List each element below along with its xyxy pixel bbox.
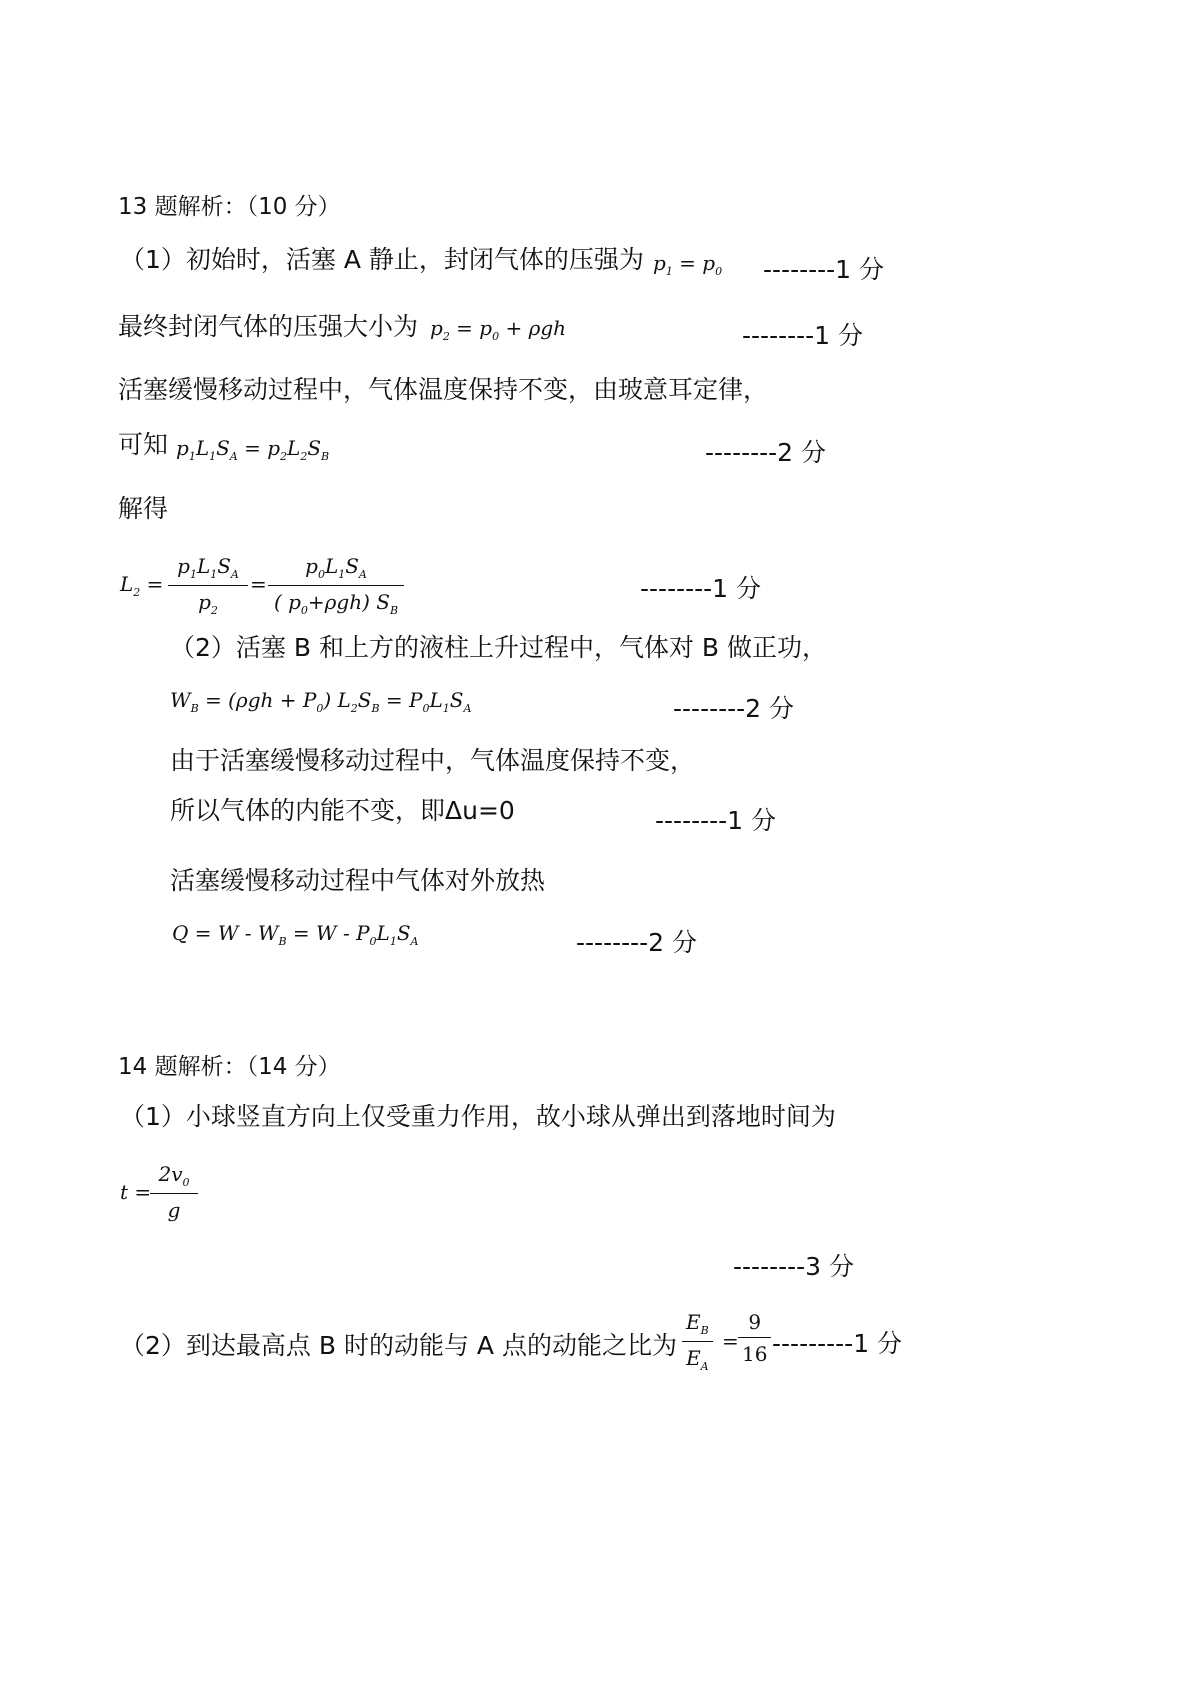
q14-step2-fraction: $\frac{2v_0}{g}$ <box>150 1164 198 1220</box>
q13-step9-text: 由于活塞缓慢移动过程中，气体温度保持不变， <box>170 746 696 775</box>
q14-step3-fraction-1: $\frac{E_B}{E_A}$ <box>682 1312 713 1372</box>
q14-step3-equals: = <box>722 1329 739 1353</box>
q13-step8-formula: $W_B = (\rho gh + P_0) L_2S_B = P_0L_1S_A$ <box>170 688 472 715</box>
q13-step11-text: 活塞缓慢移动过程中气体对外放热 <box>170 866 546 895</box>
q13-step6-fraction-2: $p_0L_1S_A$ ( $p_0+\rho gh$) $S_B$ <box>268 556 404 616</box>
q13-step12-formula: $Q = W - W_B = W - P_0L_1S_A$ <box>172 921 419 948</box>
q14-step3-text: （2）到达最高点 B 时的动能与 A 点的动能之比为 <box>120 1331 677 1360</box>
q13-step12-score: --------2 分 <box>576 928 698 957</box>
q14-step2-score: --------3 分 <box>733 1252 855 1281</box>
q13-step5-text: 解得 <box>118 494 169 523</box>
q13-step2-score: --------1 分 <box>742 321 864 350</box>
q13-step4-formula: $p_1L_1S_A = p_2L_2S_B$ <box>176 436 330 463</box>
q14-step3-fraction-2: $\frac{9}{16}$ <box>738 1312 771 1364</box>
q13-step8-score: --------2 分 <box>673 694 795 723</box>
q14-header: 14 题解析：（14 分） <box>118 1054 341 1080</box>
q13-step1-text: （1）初始时，活塞 A 静止，封闭气体的压强为 <box>120 245 644 274</box>
q13-step4-text: 可知 <box>118 430 169 459</box>
q13-step7-text: （2）活塞 B 和上方的液柱上升过程中，气体对 B 做正功， <box>170 633 827 662</box>
q13-step6-lhs: $L_2$ = <box>120 572 164 599</box>
q14-step2-lhs: t = <box>120 1180 152 1204</box>
q13-step10-text: 所以气体的内能不变，即Δu=0 <box>170 796 515 825</box>
q13-step4-score: --------2 分 <box>705 438 827 467</box>
q13-step2-text: 最终封闭气体的压强大小为 <box>118 312 419 341</box>
q14-step3-score: ---------1 分 <box>772 1329 903 1358</box>
q13-step1-score: --------1 分 <box>763 255 885 284</box>
q13-step1-formula: $p_1 = p_0$ <box>653 251 723 278</box>
q14-step1-text: （1）小球竖直方向上仅受重力作用，故小球从弹出到落地时间为 <box>120 1102 836 1131</box>
q13-step2-formula: $p_2 = p_0 + \rho gh$ <box>430 316 567 343</box>
q13-header: 13 题解析：（10 分） <box>118 194 341 220</box>
q13-step6-equals: = <box>250 572 267 596</box>
q13-step3-text: 活塞缓慢移动过程中，气体温度保持不变，由玻意耳定律， <box>118 375 769 404</box>
q13-step10-score: --------1 分 <box>655 806 777 835</box>
q13-step6-score: --------1 分 <box>640 574 762 603</box>
q13-step6-fraction-1: $\frac{p_1L_1S_A}{p_2}$ <box>168 556 248 616</box>
